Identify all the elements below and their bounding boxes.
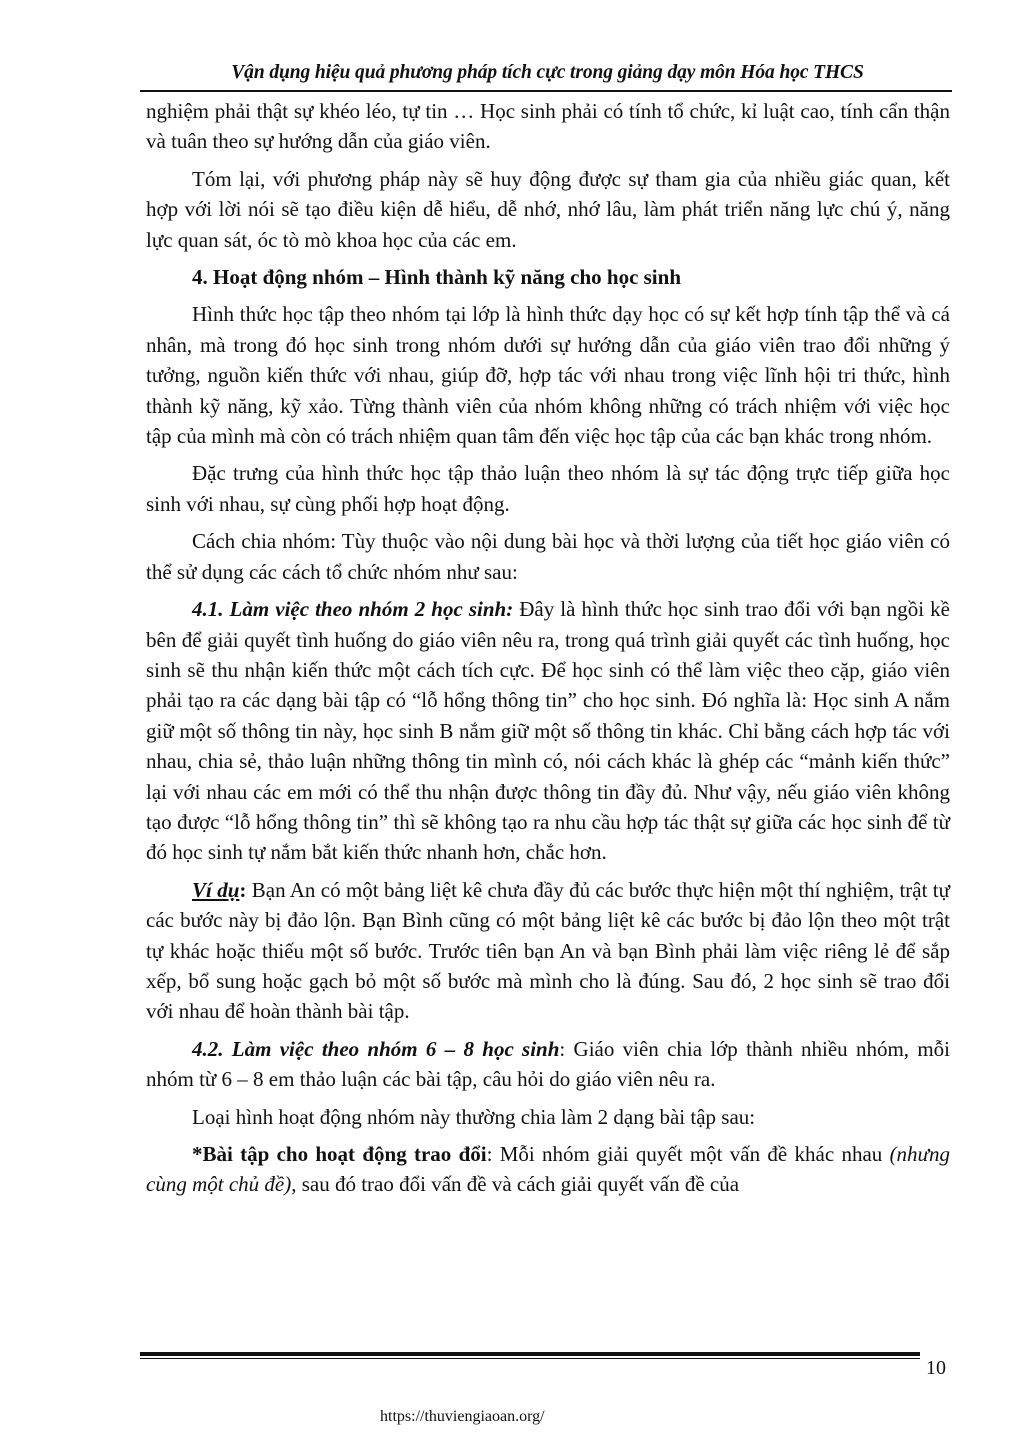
running-header: Vận dụng hiệu quả phương pháp tích cực trong giảng dạy môn Hóa học THCS: [231, 62, 864, 83]
document-body: [146, 96, 950, 1200]
exercise-exchange-paragraph: [146, 1139, 950, 1200]
paragraph-grouping-methods: Cách chia nhóm: Tùy thuộc vào nội dung bài học và thời lượng của tiết học giáo viên có thể sử dụng các cách tổ chức nhóm như sau:: [146, 529, 950, 584]
paragraph-exercise-types: Loại hình hoạt động nhóm này thường chia làm 2 dạng bài tập sau:: [192, 1104, 756, 1129]
page-number: 10: [926, 1357, 946, 1379]
subsection-4-2: [146, 1034, 950, 1095]
exercise-exchange-italic: (nhưng cùng một chủ đề): [146, 1142, 951, 1197]
exercise-exchange-label: *Bài tập cho hoạt động trao đổi: [192, 1142, 487, 1166]
subsection-4-1: [146, 594, 950, 868]
example-colon: :: [239, 877, 247, 902]
source-url[interactable]: https://thuviengiaoan.org/: [380, 1408, 545, 1425]
paragraph-continuation: nghiệm phải thật sự khéo léo, tự tin … Học sinh phải có tính tổ chức, kỉ luật cao, tính cẩn thận và tuân theo sự hướng dẫn của giáo viên.: [146, 99, 950, 154]
paragraph-group-learning: Hình thức học tập theo nhóm tại lớp là hình thức dạy học có sự kết hợp tính tập thể và cá nhân, mà trong đó học sinh trong nhóm dưới sự hướng dẫn của giáo viên trao đổi những ý tưởng, nguồn kiến thức với nhau, giúp đỡ, hợp tác với nhau trong việc lĩnh hội tri thức, hình thành kỹ năng, kỹ xảo. Từng thành viên của nhóm không những có trách nhiệm với việc học tập của mình mà còn có trách nhiệm quan tâm đến việc học tập của các bạn khác trong nhóm.: [146, 302, 950, 449]
paragraph-characteristics: Đặc trưng của hình thức học tập thảo luận theo nhóm là sự tác động trực tiếp giữa học sinh với nhau, sự cùng phối hợp hoạt động.: [146, 461, 950, 516]
section-heading-4: 4. Hoạt động nhóm – Hình thành kỹ năng cho học sinh: [192, 265, 681, 290]
exercise-exchange-text-end: , sau đó trao đổi vấn đề và cách giải quyết vấn đề của: [291, 1172, 740, 1197]
subsection-4-2-title: 4.2. Làm việc theo nhóm 6 – 8 học sinh: [192, 1036, 560, 1061]
header-divider: [140, 90, 952, 92]
subsection-4-1-text: Đây là hình thức học sinh trao đổi với bạn ngồi kề bên để giải quyết tình huống do giáo viên nêu ra, trong quá trình giải quyết các tình huống, học sinh sẽ thu nhận kiến thức một cách tích cực. Để học sinh có thể làm việc theo cặp, giáo viên phải tạo ra các dạng bài tập có “lỗ hổng thông tin” cho học sinh. Đó nghĩa là: Học sinh A nắm giữ một số thông tin này, học sinh B nắm giữ một số thông tin khác. Chỉ bằng cách hợp tác với nhau, chia sẻ, thảo luận những thông tin mình có, nói cách khác là ghép các “mảnh kiến thức” lại với nhau các em mới có thể thu nhận được thông tin đầy đủ. Như vậy, nếu giáo viên không tạo được “lỗ hổng thông tin” thì sẽ không tạo ra nhu cầu hợp tác thật sự giữa các học sinh để từ đó học sinh tự nắm bắt kiến thức nhanh hơn, chắc hơn.: [146, 597, 950, 865]
paragraph-summary: Tóm lại, với phương pháp này sẽ huy động được sự tham gia của nhiều giác quan, kết hợp với lời nói sẽ tạo điều kiện dễ hiểu, dễ nhớ, nhớ lâu, làm phát triển năng lực chú ý, năng lực quan sát, óc tò mò khoa học của các em.: [146, 166, 950, 252]
example-text: Bạn An có một bảng liệt kê chưa đầy đủ các bước thực hiện một thí nghiệm, trật tự các bước này bị đảo lộn. Bạn Bình cũng có một bảng liệt kê các bước bị đảo lộn theo một trật tự khác hoặc thiếu một số bước. Trước tiên bạn An và bạn Bình phải làm việc riêng lẻ để sắp xếp, bổ sung hoặc gạch bỏ một số bước mà mình cho là đúng. Sau đó, 2 học sinh sẽ trao đổi với nhau để hoàn thành bài tập.: [146, 877, 951, 1024]
subsection-4-1-colon: :: [506, 597, 514, 622]
footer-divider: [140, 1352, 920, 1359]
subsection-4-1-title: 4.1. Làm việc theo nhóm 2 học sinh: [192, 597, 507, 622]
subsection-4-2-text: : Giáo viên chia lớp thành nhiều nhóm, mỗi nhóm từ 6 – 8 em thảo luận các bài tập, câu hỏi do giáo viên nêu ra.: [146, 1036, 950, 1092]
example-paragraph: [146, 875, 950, 1027]
example-label: Ví dụ: [192, 877, 240, 902]
exercise-exchange-text: : Mỗi nhóm giải quyết một vấn đề khác nhau: [486, 1142, 890, 1166]
